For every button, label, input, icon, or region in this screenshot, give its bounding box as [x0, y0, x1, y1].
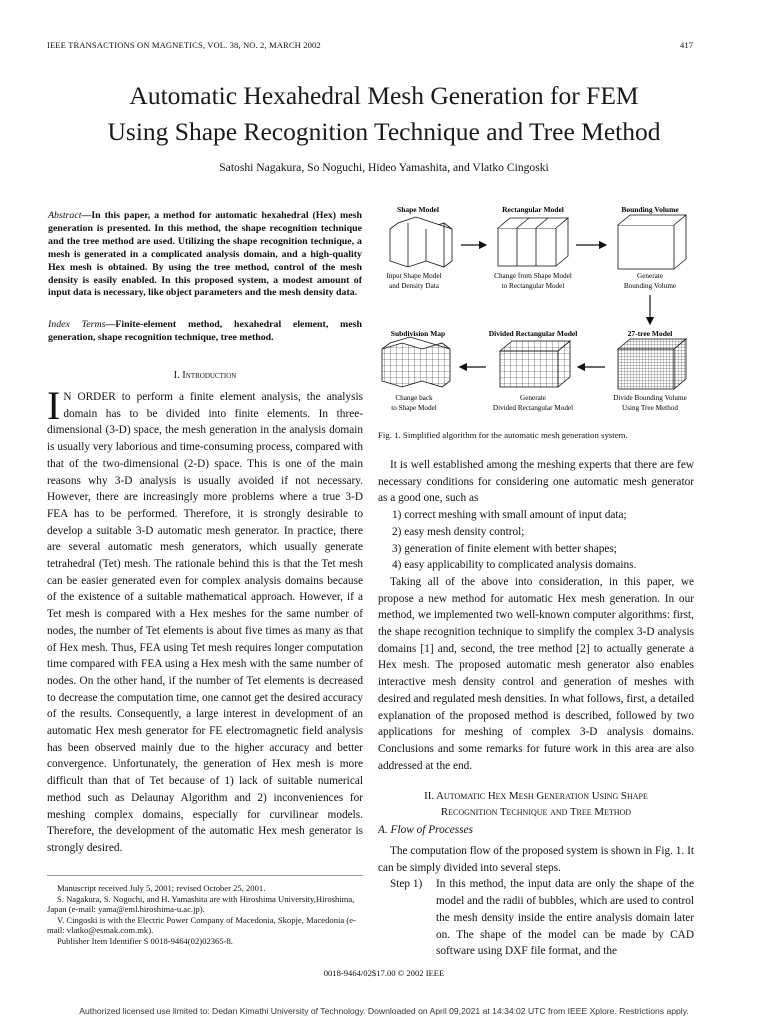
subsection-heading: A. Flow of Processes — [378, 824, 473, 837]
step-1 — [378, 876, 694, 960]
right-column — [378, 457, 694, 960]
fig-label-generate-divided: Generate Divided Rectangular Model — [492, 394, 574, 412]
intro-paragraph: N ORDER to perform a finite element analysis, the analysis domain has to be divided into finite elements. In three-dimensional (3-D) space, the mesh generation in the analysis domain is usually very laborious and time-consuming process, compared with that of the two-dimensional (2-D) space. This is one of the main reasons why 3-D analysis is usually avoided if not necessary. However, there are increasingly more problems where a true 3-D FEA has to be performed. Therefore, it is strongly desirable to develop a suitable 3-D automatic mesh generator. In practice, there are several automatic mesh generators, which usually generate tetrahedral (Tet) mesh. The rationale behind this is that the Tet mesh can be easier generated even for complex analysis domains because of the existence of a suitable mathematical approach. However, if a Tet mesh is compared with a Hex meshes for the same number of nodes, the number of Tet elements is about five times as many as that of Hex mesh. Thus, FEA using Tet mesh requires longer computation time compared with FEA using a Hex mesh with the same number of nodes. On the other hand, if the number of Tet elements is decreased to decrease the computation time, one cannot get the desired accuracy of the results. Consequently, a large interest in development of an automatic Hex mesh generator for FE electromagnetic field analysis has been observed mainly due to the higher accuracy and better convergence. Unfortunately, the generation of Hex mesh is more difficult than that of Tet because of 1) lack of suitable numerical method such as Delaunay Algorithm and 2) inconveniences for meshing complex domains, especially for curvilinear models. Therefore, the development of the automatic Hex mesh generator is strongly desired. — [47, 391, 363, 854]
fig-title-shape-model: Shape Model — [397, 205, 439, 214]
page-number: 417 — [680, 40, 694, 50]
divided-model-drawing — [500, 341, 570, 387]
paragraph: Taking all of the above into consideration, in this paper, we propose a new method for automatic Hex mesh generation. In our method, we implemented two well-known computer algorithms: first, the shape recognition technique to simplify the complex 3-D analysis domains [1] and, second, the tree method [2] to actually generate a Hex mesh. The proposed automatic mesh generator also enables interactive mesh density control and generation of meshes with desired and regulated mesh densities. In what follows, first, a detailed explanation of the proposed method is described, followed by two applications for meshing of complex 3-D analysis domains. Conclusions and some remarks for future work in this area are also addressed at the end. — [378, 575, 694, 772]
fig-title-divided-model: Divided Rectangular Model — [488, 329, 578, 338]
section-2-heading-line2: Recognition Technique and Tree Method — [440, 806, 632, 819]
abstract-label: Abstract — [48, 210, 82, 221]
fig-title-27-tree: 27-tree Model — [627, 329, 673, 338]
fig-label-input-shape: Input Shape Model and Density Data — [386, 272, 442, 290]
fig-title-bounding-volume: Bounding Volume — [621, 205, 679, 214]
fig-title-rectangular-model: Rectangular Model — [502, 205, 564, 214]
footnote: S. Nagakura, S. Noguchi, and H. Yamashita are with Hiroshima University,Hiroshima, Japan (e-mail: yama@eml.hiroshima-u.ac.jp). — [47, 893, 355, 915]
figure-caption: Fig. 1. Simplified algorithm for the automatic mesh generation system. — [378, 430, 628, 440]
section-1-heading: I. Introduction — [173, 370, 237, 381]
authors: Satoshi Nagakura, So Noguchi, Hideo Yamashita, and Vlatko Cingoski — [219, 161, 549, 174]
footnotes — [47, 883, 363, 947]
fig-label-change-shape: Change from Shape Model to Rectangular Model — [494, 272, 572, 290]
index-terms-text: —Finite-element method, hexahedral element, mesh generation, shape recognition technique, tree method. — [48, 319, 362, 343]
footnote: Publisher Item Identifier S 0018-9464(02)02365-8. — [57, 935, 233, 946]
index-terms-label: Index Terms — [48, 319, 106, 330]
paper-title-line2: Using Shape Recognition Technique and Tree Method — [107, 117, 661, 146]
abstract-text: —In this paper, a method for automatic hexahedral (Hex) mesh generation is presented. In this method, the shape recognition technique and the tree method are used. Utilizing the shape recognition technique, a mesh is generated in a complicated analysis domain, and a high-quality Hex mesh is obtained. By using the tree method, control of the mesh density is easily enabled. In this proposed system, a modest amount of input data is necessary, like object parameters and the mesh density data. — [48, 210, 362, 299]
footnote: Manuscript received July 5, 2001; revised October 25, 2001. — [57, 883, 266, 893]
paragraph: It is well established among the meshing experts that there are few necessary conditions for considering one automatic mesh generator as a good one, such as — [378, 459, 694, 505]
subdivision-map-drawing — [382, 337, 450, 387]
section-2-heading — [378, 788, 694, 820]
authorized-use-notice: Authorized licensed use limited to: Dedan Kimathi University of Technology. Downloaded on April 09,2021 at 14:34:02 UTC from IEEE Xplore. Restrictions apply. — [79, 1006, 689, 1016]
flow-diagram — [378, 203, 708, 423]
fig-label-change-back: Change back to Shape Model — [391, 394, 437, 412]
index-terms — [48, 319, 362, 345]
fig-title-subdivision-map: Subdivision Map — [390, 329, 446, 338]
copyright: 0018-9464/02$17.00 © 2002 IEEE — [323, 968, 445, 978]
fig-label-divide-bounding: Divide Bounding Volume Using Tree Method — [613, 394, 687, 412]
criteria-list — [378, 507, 694, 574]
tree-model-drawing — [618, 339, 686, 389]
drop-cap: I — [47, 383, 61, 428]
list-item: 2) easy mesh density control; — [392, 525, 525, 538]
rectangular-model-drawing — [498, 218, 568, 266]
footnote: V. Cingoski is with the Electric Power Company of Macedonia, Skopje, Macedonia (e-mail: vlatko@esmak.com.mk). — [47, 914, 356, 936]
abstract — [48, 210, 362, 300]
step-text: In this method, the input data are only the shape of the model and the radii of bubbles, which are used to control the mesh density inside the entire analysis domain later on. The shape of the model can be made by CAD software using DXF file format, and the — [436, 878, 694, 958]
footnote-rule — [47, 875, 363, 876]
paragraph: The computation flow of the proposed system is shown in Fig. 1. It can be simply divided into several steps. — [378, 845, 694, 874]
shape-model-drawing — [390, 217, 452, 267]
list-item: 1) correct meshing with small amount of input data; — [392, 509, 627, 522]
journal-header: IEEE TRANSACTIONS ON MAGNETICS, VOL. 38, NO. 2, MARCH 2002 — [47, 40, 321, 50]
bounding-volume-drawing — [618, 215, 686, 269]
list-item: 3) generation of finite element with better shapes; — [392, 542, 617, 555]
step-label: Step 1) — [390, 878, 423, 891]
section-2-heading-line1: II. Automatic Hex Mesh Generation Using Shape — [424, 790, 648, 803]
paper-title-line1: Automatic Hexahedral Mesh Generation for FEM — [129, 81, 639, 110]
figure-1 — [378, 203, 708, 423]
fig-label-generate-bounding: Generate Bounding Volume — [623, 272, 677, 290]
list-item: 4) easy applicability to complicated analysis domains. — [392, 559, 637, 572]
intro-text — [47, 383, 363, 857]
